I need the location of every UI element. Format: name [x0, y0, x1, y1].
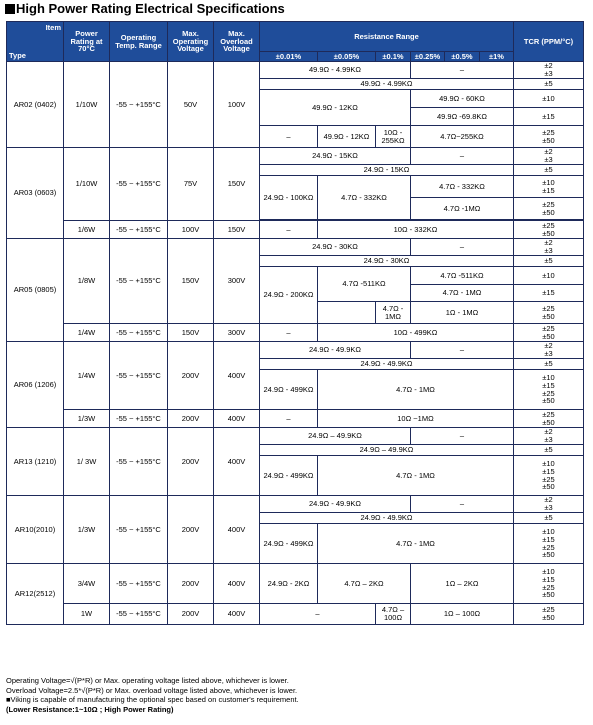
maxop-cell: 200V — [168, 428, 214, 496]
range-cell: 4.7Ω -511KΩ — [318, 267, 411, 302]
dash-cell: – — [260, 604, 376, 625]
tcr-cell: ±5 — [514, 79, 584, 90]
table-row — [7, 604, 584, 625]
tcr-cell: ±2 ±3 — [514, 62, 584, 79]
table-row — [7, 148, 584, 165]
range-cell: 24.9Ω - 49.9KΩ — [260, 342, 411, 359]
maxop-cell: 200V — [168, 342, 214, 410]
maxov-cell: 100V — [214, 62, 260, 148]
range-cell: 49.9Ω - 60KΩ — [411, 90, 514, 108]
range-cell: 49.9Ω - 4.99KΩ — [260, 79, 514, 90]
range-cell: 49.9Ω - 12KΩ — [318, 126, 376, 148]
spec-table — [6, 21, 584, 625]
range-cell: 24.9Ω - 100KΩ — [260, 176, 318, 220]
range-cell: 4.7Ω~255KΩ — [411, 126, 514, 148]
range-cell: 1Ω – 100Ω — [411, 604, 514, 625]
tol-header: ±0.05% — [318, 52, 376, 62]
tcr-cell: ±5 — [514, 359, 584, 370]
page-title: High Power Rating Electrical Specifications — [5, 1, 285, 16]
tcr-cell: ±10 ±15 ±25 ±50 — [514, 370, 584, 410]
tcr-cell: ±10 — [514, 90, 584, 108]
power-cell: 1/3W — [64, 410, 110, 428]
type-cell: AR10(2010) — [7, 496, 64, 564]
power-cell: 1/4W — [64, 342, 110, 410]
maxov-cell: 300V — [214, 324, 260, 342]
range-cell: 24.9Ω - 49.9KΩ — [260, 359, 514, 370]
range-cell: 24.9Ω - 2KΩ — [260, 564, 318, 604]
tcr-cell: ±25 ±50 — [514, 198, 584, 220]
tcr-cell: ±2 ±3 — [514, 428, 584, 445]
tcr-cell: ±15 — [514, 285, 584, 302]
maxop-cell: 200V — [168, 496, 214, 564]
tcr-cell: ±15 — [514, 108, 584, 126]
temp-cell: -55 ~ +155°C — [110, 148, 168, 221]
range-cell: 4.7Ω - 1MΩ — [411, 285, 514, 302]
maxop-cell: 150V — [168, 324, 214, 342]
dash-cell: – — [260, 410, 318, 428]
square-bullet-icon — [5, 4, 15, 14]
note-line: Overload Voltage=2.5*√(P*R) or Max. overload voltage listed above, whichever is lower. — [6, 685, 298, 695]
temp-cell: -55 ~ +155°C — [110, 342, 168, 410]
note-line: ■Viking is capable of manufacturing the optional spec based on customer's requirement. — [6, 695, 299, 704]
maxov-cell: 400V — [214, 496, 260, 564]
type-cell: AR03 (0603) — [7, 148, 64, 239]
table-row — [7, 428, 584, 445]
temp-header: Operating Temp. Range — [110, 22, 168, 62]
range-cell: 10Ω - 255KΩ — [376, 126, 411, 148]
tcr-cell: ±10 ±15 — [514, 176, 584, 198]
power-cell: 1/ 3W — [64, 428, 110, 496]
range-cell: 24.9Ω - 499KΩ — [260, 456, 318, 496]
power-cell: 1/10W — [64, 148, 110, 221]
tcr-cell: ±2 ±3 — [514, 239, 584, 256]
type-cell: AR05 (0805) — [7, 239, 64, 342]
tcr-cell: ±5 — [514, 513, 584, 524]
range-cell: 24.9Ω – 49.9KΩ — [260, 445, 514, 456]
range-cell: 24.9Ω - 15KΩ — [260, 165, 514, 176]
range-cell: 4.7Ω - 1MΩ — [318, 524, 514, 564]
header-row — [7, 22, 584, 52]
range-cell: 49.9Ω - 4.99KΩ — [260, 62, 411, 79]
table-row — [7, 410, 584, 428]
tcr-cell: ±2 ±3 — [514, 342, 584, 359]
maxop-header: Max. Operating Voltage — [168, 22, 214, 62]
maxov-cell: 150V — [214, 148, 260, 221]
range-cell: 1Ω - 1MΩ — [411, 302, 514, 324]
tcr-cell: ±25 ±50 — [514, 126, 584, 148]
range-cell: 10Ω ~1MΩ — [318, 410, 514, 428]
range-cell: 1Ω – 2KΩ — [411, 564, 514, 604]
range-cell: 24.9Ω - 49.9KΩ — [260, 496, 411, 513]
maxop-cell: 50V — [168, 62, 214, 148]
dash-cell: – — [260, 221, 318, 239]
tol-header: ±0.25% — [411, 52, 445, 62]
table-row — [7, 221, 584, 239]
range-cell: 24.9Ω - 49.9KΩ — [260, 513, 514, 524]
range-cell: 4.7Ω -1MΩ — [411, 198, 514, 220]
range-cell: 49.9Ω - 12KΩ — [260, 90, 411, 126]
table-row — [7, 239, 584, 256]
maxov-cell: 400V — [214, 564, 260, 604]
range-cell: 24.9Ω - 30KΩ — [260, 239, 411, 256]
dash-cell: – — [411, 342, 514, 359]
range-cell: 24.9Ω - 499KΩ — [260, 370, 318, 410]
tcr-cell: ±25 ±50 — [514, 604, 584, 625]
table-row — [7, 62, 584, 79]
table-row — [7, 564, 584, 604]
table-row — [7, 342, 584, 359]
type-cell: AR13 (1210) — [7, 428, 64, 496]
range-cell: 10Ω - 499KΩ — [318, 324, 514, 342]
tcr-cell: ±10 ±15 ±25 ±50 — [514, 456, 584, 496]
dash-cell: – — [260, 324, 318, 342]
temp-cell: -55 ~ +155°C — [110, 428, 168, 496]
range-cell: 24.9Ω - 15KΩ — [260, 148, 411, 165]
tcr-cell: ±2 ±3 — [514, 148, 584, 165]
power-header: Power Rating at 70°C — [64, 22, 110, 62]
temp-cell: -55 ~ +155°C — [110, 564, 168, 604]
tol-header: ±0.5% — [445, 52, 480, 62]
tcr-cell: ±5 — [514, 256, 584, 267]
tcr-cell: ±10 ±15 ±25 ±50 — [514, 524, 584, 564]
dash-cell: – — [411, 496, 514, 513]
dash-cell: – — [411, 148, 514, 165]
note-line: Operating Voltage=√(P*R) or Max. operating voltage listed above, whichever is lower. — [6, 676, 289, 685]
range-header: Resistance Range — [260, 22, 514, 52]
temp-cell: -55 ~ +155°C — [110, 324, 168, 342]
power-cell: 1/10W — [64, 62, 110, 148]
maxov-cell: 400V — [214, 410, 260, 428]
range-cell: 4.7Ω - 1MΩ — [318, 370, 514, 410]
range-cell: 4.7Ω – 2KΩ — [318, 564, 411, 604]
empty-cell — [318, 302, 376, 324]
power-cell: 1/4W — [64, 324, 110, 342]
range-cell: 4.7Ω – 100Ω — [376, 604, 411, 625]
range-cell: 24.9Ω - 499KΩ — [260, 524, 318, 564]
maxop-cell: 75V — [168, 148, 214, 221]
dash-cell: – — [260, 126, 318, 148]
range-cell: 24.9Ω - 30KΩ — [260, 256, 514, 267]
range-cell: 4.7Ω - 1MΩ — [318, 456, 514, 496]
maxop-cell: 200V — [168, 564, 214, 604]
tcr-cell: ±25 ±50 — [514, 221, 584, 239]
range-cell: 4.7Ω - 332KΩ — [318, 176, 411, 220]
tcr-cell: ±2 ±3 — [514, 496, 584, 513]
temp-cell: -55 ~ +155°C — [110, 410, 168, 428]
range-cell: 4.7Ω - 332KΩ — [411, 176, 514, 198]
dash-cell: – — [411, 428, 514, 445]
footnotes — [6, 676, 299, 714]
type-cell: AR12(2512) — [7, 564, 64, 625]
maxov-cell: 400V — [214, 428, 260, 496]
range-cell: 49.9Ω -69.8KΩ — [411, 108, 514, 126]
type-cell: AR06 (1206) — [7, 342, 64, 428]
tcr-cell: ±25 ±50 — [514, 324, 584, 342]
temp-cell: -55 ~ +155°C — [110, 62, 168, 148]
dash-cell: – — [411, 62, 514, 79]
power-cell: 1/8W — [64, 239, 110, 324]
tcr-cell: ±25 ±50 — [514, 302, 584, 324]
maxop-cell: 150V — [168, 239, 214, 324]
maxov-cell: 300V — [214, 239, 260, 324]
table-row — [7, 324, 584, 342]
range-cell: 4.7Ω -511KΩ — [411, 267, 514, 285]
temp-cell: -55 ~ +155°C — [110, 221, 168, 239]
maxop-cell: 100V — [168, 221, 214, 239]
power-cell: 1W — [64, 604, 110, 625]
power-cell: 1/3W — [64, 496, 110, 564]
temp-cell: -55 ~ +155°C — [110, 604, 168, 625]
item-type-header: Item Type — [7, 22, 64, 62]
tol-header: ±1% — [480, 52, 514, 62]
dash-cell: – — [411, 239, 514, 256]
tcr-cell: ±25 ±50 — [514, 410, 584, 428]
note-line: (Lower Resistance:1~10Ω ; High Power Rating) — [6, 704, 174, 714]
maxop-cell: 200V — [168, 604, 214, 625]
tol-header: ±0.01% — [260, 52, 318, 62]
temp-cell: -55 ~ +155°C — [110, 239, 168, 324]
table-row — [7, 496, 584, 513]
tcr-cell: ±10 — [514, 267, 584, 285]
tol-header: ±0.1% — [376, 52, 411, 62]
type-cell: AR02 (0402) — [7, 62, 64, 148]
range-cell: 10Ω - 332KΩ — [318, 221, 514, 239]
maxov-cell: 400V — [214, 604, 260, 625]
tcr-header: TCR (PPM/°C) — [514, 22, 584, 62]
maxov-header: Max. Overload Voltage — [214, 22, 260, 62]
tcr-cell: ±5 — [514, 445, 584, 456]
power-cell: 3/4W — [64, 564, 110, 604]
maxop-cell: 200V — [168, 410, 214, 428]
maxov-cell: 150V — [214, 221, 260, 239]
maxov-cell: 400V — [214, 342, 260, 410]
temp-cell: -55 ~ +155°C — [110, 496, 168, 564]
range-cell: 24.9Ω – 49.9KΩ — [260, 428, 411, 445]
range-cell: 24.9Ω - 200KΩ — [260, 267, 318, 324]
range-cell: 4.7Ω - 1MΩ — [376, 302, 411, 324]
power-cell: 1/6W — [64, 221, 110, 239]
tcr-cell: ±10 ±15 ±25 ±50 — [514, 564, 584, 604]
tcr-cell: ±5 — [514, 165, 584, 176]
